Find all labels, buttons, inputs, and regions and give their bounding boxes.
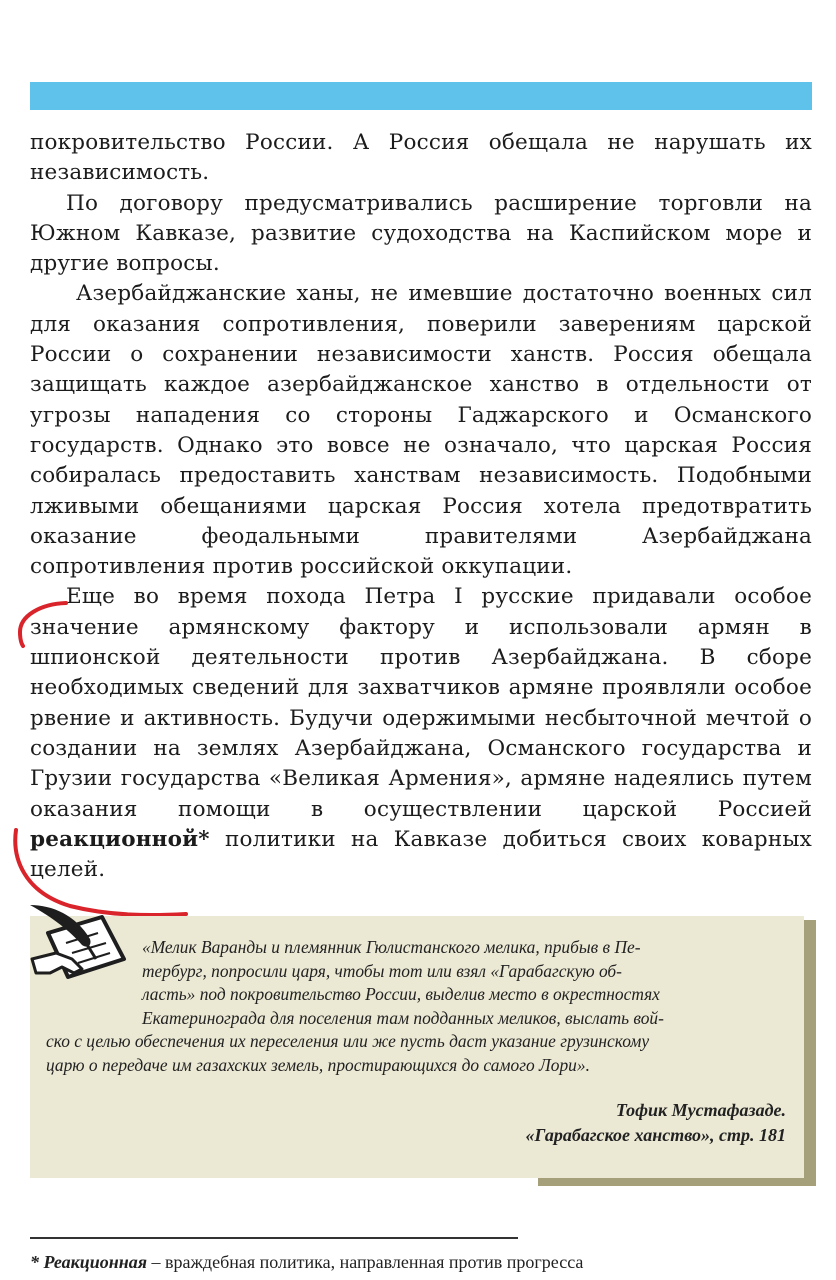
quote-line: ласть» под покровительство России, выделив место в окрестностях — [142, 984, 660, 1004]
quote-text — [46, 936, 788, 1077]
paragraph-4-end: политики на Кавказе добиться своих коварных целей. — [30, 826, 812, 883]
paragraph-3: Азербайджанские ханы, не имевшие достаточно военных сил для оказания сопротивления, поверили заверениям царской России о сохранении независимости ханств. Россия обещала защищать каждое азербайджанское ханство в отдельности от угрозы нападения со стороны Гаджарского и Османского государств. Однако это вовсе не означало, что царская Россия собиралась предоставить ханствам независимость. Подобными лживыми обещаниями царская Россия хотела предотвратить оказание феодальными правителями Азербайджана сопротивления против российской оккупации. — [30, 281, 812, 580]
quote-source: «Гарабагское ханство», стр. 181 — [525, 1125, 786, 1145]
quote-author: Тофик Мустафазаде. — [615, 1100, 786, 1120]
paragraph-4-start: Еще во время похода Петра I русские придавали особое значение армянскому фактору и использовали армян в шпионской деятельности против Азербайджана. В сборе необходимых сведений для захватчиков армяне проявляли особое рвение и активность. Будучи одержимыми несбыточной мечтой о создании на землях Азербайджана, Османского государства и Грузии государства «Великая Армения», армяне надеялись путем оказания помощи в осуществлении царской Россией — [30, 584, 812, 822]
top-color-band — [30, 82, 812, 110]
quote-line: царю о передаче им газахских земель, простирающихся до самого Лори». — [46, 1054, 590, 1075]
footnote-text: – враждебная политика, направленная против прогресса — [147, 1252, 584, 1272]
footnote — [30, 1250, 820, 1274]
footnote-divider — [30, 1237, 518, 1239]
footnote-term: * Реакционная — [30, 1252, 147, 1272]
main-text — [30, 128, 812, 885]
quote-line: Екатеринограда для поселения там подданных меликов, выслать вой- — [142, 1007, 664, 1028]
quote-line: тербург, попросили царя, чтобы тот или взял «Гарабагскую об- — [142, 960, 622, 981]
quote-attribution — [525, 1098, 786, 1148]
paragraph-4 — [30, 582, 812, 885]
quote-line: «Мелик Варанды и племянник Гюлистанского мелика, прибыв в Пе- — [142, 937, 641, 957]
term-reactionary: реакционной* — [30, 826, 210, 852]
quote-line: ско с целью обеспечения их переселения или же пусть даст указание грузинскому — [46, 1031, 650, 1051]
paragraph-1: покровительство России. А Россия обещала не нарушать их независимость. — [30, 130, 812, 186]
paragraph-2: По договору предусматривались расширение торговли на Южном Кавказе, развитие судоходства на Каспийском море и другие вопросы. — [30, 190, 812, 277]
